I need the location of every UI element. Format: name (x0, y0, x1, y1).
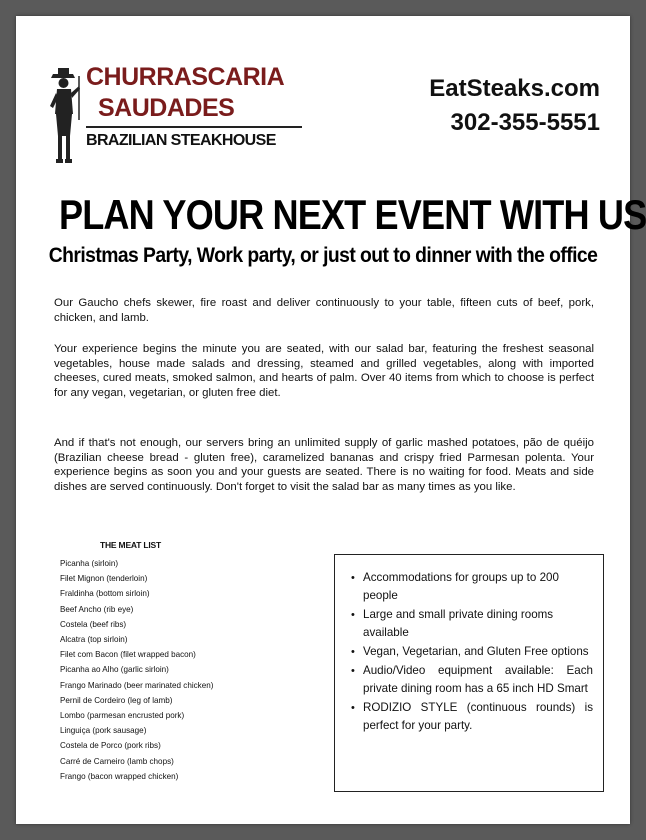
meat-item: Fraldinha (bottom sirloin) (60, 589, 150, 599)
feature-text: Vegan, Vegetarian, and Gluten Free options (363, 645, 589, 658)
meat-item: Pernil de Cordeiro (leg of lamb) (60, 695, 173, 705)
feature-item (349, 699, 593, 735)
bullet-icon: • (351, 609, 355, 621)
meat-list-title: THE MEAT LIST (100, 540, 161, 550)
contact-info (429, 72, 600, 140)
flyer-page (16, 16, 646, 824)
feature-text: RODIZIO STYLE (continuous rounds) is perfect for your party. (363, 701, 593, 732)
brand-tagline: BRAZILIAN STEAKHOUSE (86, 132, 276, 149)
brand-name-line2: SAUDADES (98, 94, 235, 122)
bullet-icon: • (351, 572, 355, 584)
meat-item: Filet com Bacon (filet wrapped bacon) (60, 650, 196, 660)
bullet-icon: • (351, 665, 355, 677)
intro-paragraph: Our Gaucho chefs skewer, fire roast and deliver continuously to your table, fifteen cuts of beef, pork, chicken, and lamb. (54, 297, 594, 324)
bullet-icon: • (351, 646, 355, 658)
brand-divider (86, 126, 302, 128)
feature-text: Accommodations for groups up to 200 people (363, 571, 559, 602)
meat-list (60, 540, 286, 784)
restaurant-logo (48, 60, 308, 168)
website-text: EatSteaks.com (429, 75, 600, 102)
meat-item: Picanha ao Alho (garlic sirloin) (60, 665, 169, 675)
feature-text: Large and small private dining rooms available (363, 608, 554, 639)
meat-item: Carré de Carneiro (lamb chops) (60, 756, 174, 766)
feature-item (349, 662, 593, 698)
sub-headline: Christmas Party, Work party, or just out to dinner with the office (48, 244, 598, 267)
meat-item: Beef Ancho (rib eye) (60, 604, 134, 614)
features-box (334, 554, 604, 792)
meat-item: Picanha (sirloin) (60, 559, 119, 568)
phone-number: 302-355-5551 (450, 109, 600, 136)
meat-item: Costela de Porco (pork ribs) (60, 741, 161, 751)
feature-item (349, 569, 593, 605)
meat-item: Costela (beef ribs) (60, 619, 127, 629)
brand-name-line1: CHURRASCARIA (86, 63, 285, 91)
meat-item: Alcatra (top sirloin) (60, 635, 128, 645)
meat-item: Filet Mignon (tenderloin) (60, 574, 148, 584)
sides-paragraph: And if that's not enough, our servers bring an unlimited supply of garlic mashed potatoes, pão de quéijo (Brazilian cheese bread - gluten free), caramelized bananas and crispy fried Parmesan polenta. Your experience begins as soon you and your guests are seated. There is no waiting for food. Meats and side dishes are served continuously. Don't forget to visit the salad bar as many times as you like. (54, 437, 594, 493)
feature-item (349, 606, 593, 642)
bullet-icon: • (351, 702, 355, 714)
feature-text: Audio/Video equipment available: Each private dining room has a 65 inch HD Smart (363, 664, 593, 695)
salad-bar-paragraph: Your experience begins the minute you are seated, with our salad bar, featuring the freshest seasonal vegetables, house made salads and dressing, steamed and grilled vegetables, along with imported cheeses, cured meats, smoked salmon, and hearts of palm. Over 40 items from which to choose is perfect for any vegan, vegetarian, or gluten free diet. (54, 343, 594, 399)
meat-item: Linguiça (pork sausage) (60, 726, 147, 736)
meat-item: Frango (bacon wrapped chicken) (60, 771, 179, 781)
feature-item (349, 643, 593, 661)
meat-item: Lombo (parmesan encrusted pork) (60, 711, 185, 721)
meat-item: Frango Marinado (beer marinated chicken) (60, 680, 214, 690)
main-headline: PLAN YOUR NEXT EVENT WITH US (58, 191, 646, 238)
gaucho-figure-icon (48, 60, 80, 164)
